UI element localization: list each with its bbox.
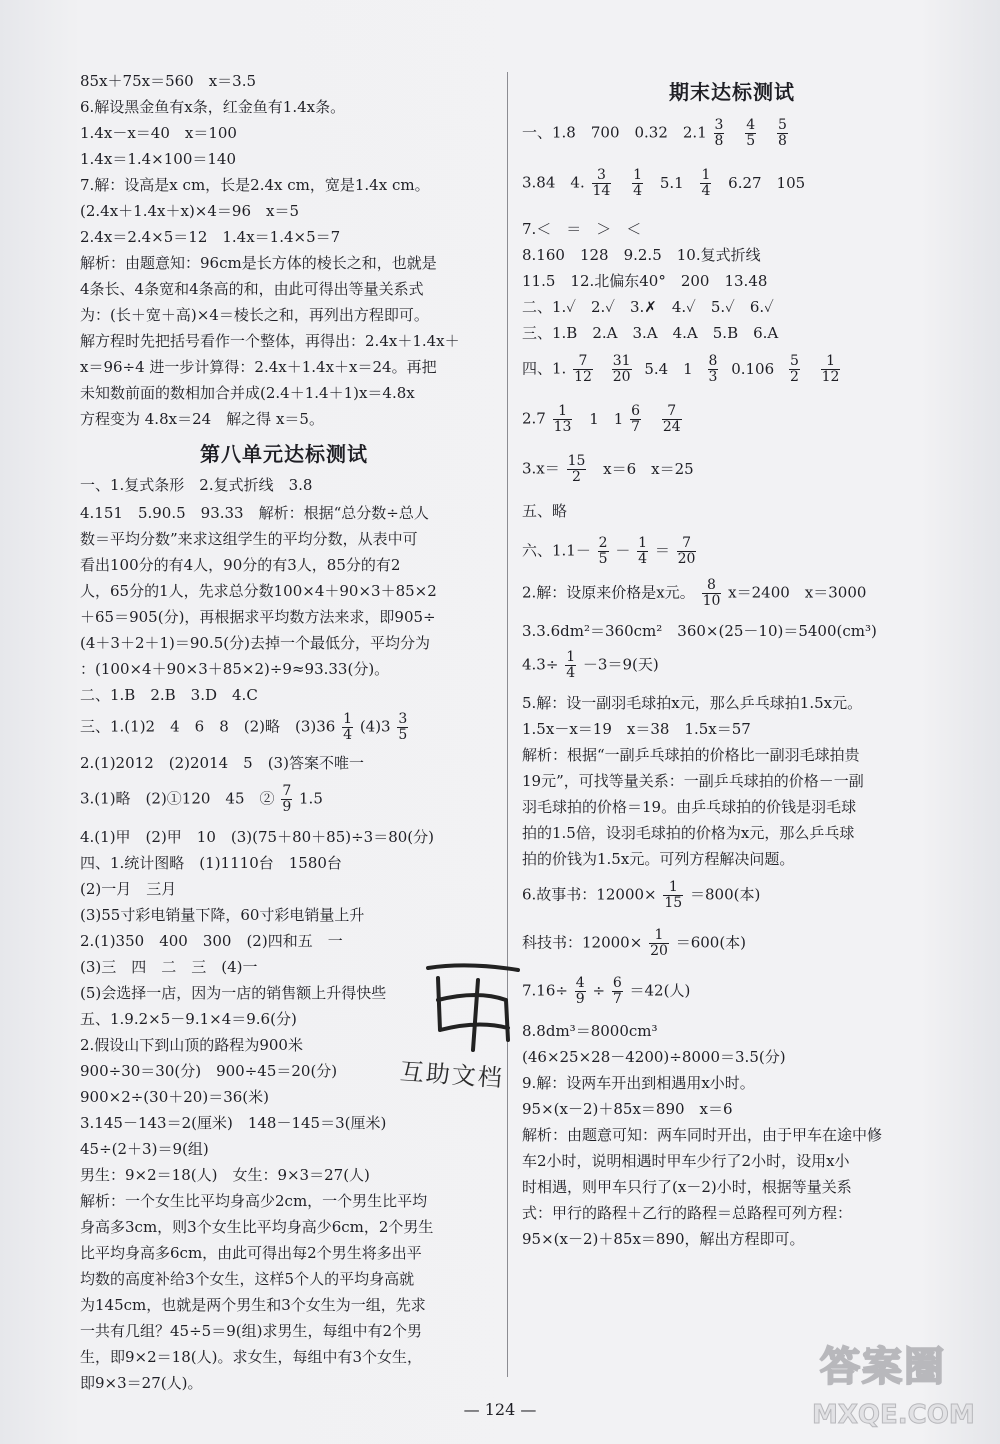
text-line: 7.＜ ＝ ＞ ＜ [522,220,642,238]
numerator: 5 [777,117,787,133]
text-line: 人，65分的1人，先求总分数100×4＋90×3＋85×2 [80,582,437,600]
text-line: 45÷(2＋3)＝9(组) [80,1140,209,1158]
text-line: 未知数前面的数相加合并成(2.4＋1.4＋1)x＝4.8x [80,384,415,402]
fraction [702,578,722,609]
section-title: 期末达标测试 [669,80,795,104]
denominator: 4 [633,183,643,199]
fraction [649,928,669,959]
fraction [637,536,648,567]
denominator: 20 [650,943,668,959]
text-segment: 六、1.1－ [522,541,591,560]
fraction [632,168,643,199]
numerator: 1 [343,711,353,727]
text-line: 一、1.复式条形 2.复式折线 3.8 [80,476,313,494]
text-line: (3)55寸彩电销量下降，60寸彩电销量上升 [80,906,365,924]
text-line: 4.(1)甲 (2)甲 10 (3)(75＋80＋85)÷3＝80(分) [80,828,435,846]
denominator: 3 [708,369,718,385]
fraction [281,784,292,815]
fraction [700,168,711,199]
text-line: 看出100分的有4人，90分的有3人，85分的有2 [80,556,401,574]
text-line: 解析：由题意可知：两车同时开出，由于甲车在途中修 [522,1126,883,1144]
text-segment: 3.x＝ [522,459,560,478]
text-line: 身高多3cm，则3个女生比平均身高少6cm，2个男生 [80,1218,434,1236]
text-line: 900÷30＝30(分) 900÷45＝20(分) [80,1062,338,1080]
fraction [567,454,587,485]
fraction [677,536,697,567]
text-line: 11.5 12.北偏东40° 200 13.48 [522,272,768,290]
text-line: 拍的1.5倍，设羽毛球拍的价格为x元，那么乒乓球 [522,824,855,842]
numerator: 4 [746,117,756,133]
text-segment: 四、1. [522,359,567,378]
denominator: 8 [714,133,724,149]
text-line: 羽毛球拍的价格＝19。由乒乓球拍的价钱是羽毛球 [522,798,857,816]
denominator: 4 [638,551,648,567]
numerator: 1 [649,928,669,944]
numerator: 8 [708,353,718,369]
text-line [522,976,690,1007]
text-line: 数＝平均分数”来求这组学生的平均分数，从表中可 [80,530,418,548]
denominator: 4 [566,665,576,681]
denominator: 2 [789,369,799,385]
text-line: (5)会选择一店，因为一店的销售额上升得快些 [80,984,387,1002]
text-line: 比平均身高多6cm，由此可得出每2个男生将多出平 [80,1244,422,1262]
denominator: 12 [574,369,592,385]
text-line: ：(100×4＋90×3＋85×2)÷9≈93.33(分)。 [80,660,390,678]
denominator: 24 [662,419,681,435]
numerator: 7 [282,783,292,799]
text-segment: 1.5 [299,789,323,808]
text-line: 五、1.9.2×5－9.1×4＝9.6(分) [80,1010,297,1028]
text-segment: (4)3 [359,717,391,736]
page-number: — 124 — [463,1400,537,1419]
fraction [745,118,756,149]
text-segment: 4.3÷ [522,655,559,674]
numerator: 1 [701,167,711,183]
text-line: 7.解：设高是x cm，长是2.4x cm，宽是1.4x cm。 [80,176,430,194]
denominator: 15 [664,895,683,911]
text-line: 9.解：设两车开出到相遇用x小时。 [522,1074,755,1092]
text-segment: 6.故事书：12000× [522,885,657,904]
numerator: 3 [592,168,612,184]
fraction [592,168,612,199]
numerator: 1 [638,535,648,551]
fraction [612,354,632,385]
text-line [80,784,323,815]
text-line: 8.160 128 9.2.5 10.复式折线 [522,246,761,264]
text-line: 2.(1)350 400 300 (2)四和五 一 [80,932,343,950]
numerator: 4 [575,975,585,991]
text-line: 解方程时先把括号看作一个整体，再得出：2.4x＋1.4x＋ [80,332,460,350]
text-segment: x＝2400 x＝3000 [728,583,867,602]
text-line [522,354,842,385]
text-line: 拍的价钱为1.5x元。可列方程解决问题。 [522,850,795,868]
denominator: 7 [631,419,641,435]
text-line [522,118,790,149]
fraction [630,404,641,435]
text-segment: 6.27 105 [728,173,806,192]
text-line: 4条长、4条宽和4条高的和，由此可得出等量关系式 [80,280,424,298]
numerator: 1 [566,649,576,665]
text-segment: x＝6 x＝25 [603,459,694,478]
text-line: 1.4x＝1.4×100＝140 [80,150,236,168]
text-line: (4＋3＋2＋1)＝90.5(分)去掉一个最低分，平均分为 [80,634,430,652]
text-line: 男生：9×2＝18(人) 女生：9×3＝27(人) [80,1166,370,1184]
text-segment: 2.7 [522,409,546,428]
denominator: 14 [592,183,611,199]
text-line: (46×25×28－4200)÷8000＝3.5(分) [522,1048,786,1066]
text-line [522,536,698,567]
text-line: 方程变为 4.8x＝24 解之得 x＝5。 [80,410,324,428]
text-line: 为：(长＋宽＋高)×4＝棱长之和，再列出方程即可。 [80,306,429,324]
numerator: 7 [573,354,593,370]
text-segment: 2.解：设原来价格是x元。 [522,583,695,602]
text-line: (3)三 四 二 三 (4)一 [80,958,258,976]
text-line [522,928,746,959]
fraction [663,880,683,911]
text-line: 式：甲行的路程＋乙行的路程＝总路程可列方程： [522,1204,853,1222]
numerator: 6 [612,975,622,991]
text-line: 生，即9×2＝18(人)。求女生，每组中有3个女生， [80,1348,422,1366]
column-divider [507,72,508,1377]
text-line: 二、1.B 2.B 3.D 4.C [80,686,258,704]
denominator: 5 [598,551,608,567]
text-segment: 7.16÷ [522,981,568,1000]
numerator: 1 [663,880,683,896]
text-line: (2)一月 三月 [80,880,177,898]
denominator: 7 [612,991,622,1007]
text-line: 时相遇，则甲车只行了(x－2)小时，根据等量关系 [522,1178,852,1196]
text-segment: 5.1 [659,173,684,192]
text-segment: 3.84 4. [522,173,585,192]
text-line: 8.8dm³＝8000cm³ [522,1022,658,1040]
text-line: 解析：根据“一副乒乓球拍的价格比一副羽毛球拍贵 [522,746,860,764]
text-line: 二、1.✓ 2.✓ 3.✗ 4.✓ 5.✓ 6.✓ [522,298,774,316]
text-line: ＋65＝905(分)，再根据求平均数方法来求，即905÷ [80,608,436,626]
text-line: 4.151 5.90.5 93.33 解析：根据“总分数÷总人 [80,504,429,522]
fraction [397,712,408,743]
fraction [708,354,719,385]
section-title: 第八单元达标测试 [200,442,368,466]
denominator: 9 [575,991,585,1007]
text-line: 2.(1)2012 (2)2014 5 (3)答案不唯一 [80,754,364,772]
text-line: 3.3.6dm²＝360cm² 360×(25－10)＝5400(cm³) [522,622,877,640]
denominator: 12 [821,369,840,385]
text-segment: ＝42(人) [629,981,691,1000]
numerator: 5 [789,353,799,369]
watermark-site-logo: 答案圈 [820,1344,946,1390]
text-line [522,880,760,911]
text-line: (2.4x＋1.4x＋x)×4＝96 x＝5 [80,202,299,220]
denominator: 2 [572,469,581,485]
text-segment: 一、1.8 700 0.32 2.1 [522,123,707,142]
text-line: 1.5x－x＝19 x＝38 1.5x＝57 [522,720,751,738]
fraction [598,536,609,567]
text-line: 19元”，可找等量关系：一副乒乓球拍的价格－一副 [522,772,864,790]
text-segment: ÷ [592,981,606,1000]
text-segment: 5.4 1 [644,359,693,378]
text-segment: ＝600(本) [675,933,747,952]
watermark-stamp: 互助文档 [398,1057,505,1093]
text-line [522,454,694,485]
text-line: 车2小时，说明相遇时甲车少行了2小时，设用x小 [522,1152,850,1170]
text-line: 5.解：设一副羽毛球拍x元，那么乒乓球拍1.5x元。 [522,694,863,712]
text-line: 均数的高度补给3个女生，这样5个人的平均身高就 [80,1270,415,1288]
fraction [821,354,841,385]
text-line: 1.4x－x＝40 x＝100 [80,124,237,142]
fraction [612,976,623,1007]
text-line [522,578,866,609]
text-line [522,404,684,435]
fraction [565,650,576,681]
text-segment: ＝800(本) [690,885,761,904]
numerator: 1 [633,167,643,183]
text-line [522,650,659,681]
text-line: 900×2÷(30＋20)＝36(米) [80,1088,269,1106]
text-line [522,168,805,199]
denominator: 8 [777,133,787,149]
numerator: 2 [598,535,608,551]
denominator: 9 [282,799,292,815]
text-segment: 3.(1)略 (2)①120 45 ② [80,789,275,808]
denominator: 13 [553,419,572,435]
text-line: x＝96÷4 进一步计算得：2.4x＋1.4x＋x＝24。再把 [80,358,437,376]
text-segment: ＝ [654,541,670,560]
numerator: 7 [677,536,697,552]
fraction [789,354,800,385]
denominator: 4 [701,183,711,199]
numerator: 7 [662,404,682,420]
numerator: 31 [612,353,631,369]
text-line: 85x＋75x＝560 x＝3.5 [80,72,257,90]
denominator: 20 [612,369,631,385]
text-segment: － [615,541,631,560]
text-segment: 1 1 [589,409,624,428]
numerator: 3 [398,711,408,727]
text-line: 95×(x－2)＋85x＝890 x＝6 [522,1100,733,1118]
numerator: 3 [714,117,724,133]
text-line: 2.4x＝2.4×5＝12 1.4x＝1.4×5＝7 [80,228,341,246]
text-line: 6.解设黑金鱼有x条，红金鱼有1.4x条。 [80,98,346,116]
text-line: 解析：一个女生比平均身高少2cm，一个男生比平均 [80,1192,428,1210]
denominator: 20 [677,551,696,567]
text-segment: 0.106 [731,359,775,378]
text-line: 2.假设山下到山顶的路程为900米 [80,1036,303,1054]
text-line: 即9×3＝27(人)。 [80,1374,203,1392]
text-segment: 三、1.(1)2 4 6 8 (2)略 (3)36 [80,717,336,736]
fraction [777,118,788,149]
watermark-logo-icon [418,960,528,1060]
denominator: 5 [398,727,408,743]
text-line: 五、略 [522,502,568,520]
numerator: 6 [631,403,641,419]
fraction [342,712,353,743]
fraction [553,404,573,435]
numerator: 1 [553,404,573,420]
fraction [575,976,586,1007]
watermark-site-url: MXQE.COM [812,1400,975,1430]
fraction [714,118,725,149]
denominator: 10 [702,593,721,609]
numerator: 15 [567,453,586,469]
numerator: 1 [821,354,841,370]
numerator: 8 [702,578,722,594]
fraction [662,404,682,435]
text-line [80,712,410,743]
text-segment: －3＝9(天) [582,655,659,674]
fraction [573,354,593,385]
denominator: 5 [746,133,756,149]
text-line: 四、1.统计图略 (1)1110台 1580台 [80,854,342,872]
denominator: 4 [343,727,353,743]
text-line: 95×(x－2)＋85x＝890，解出方程即可。 [522,1230,805,1248]
text-segment: 科技书：12000× [522,933,643,952]
text-line: 3.145－143＝2(厘米) 148－145＝3(厘米) [80,1114,387,1132]
text-line: 为145cm，也就是两个男生和3个女生为一组，先求 [80,1296,426,1314]
text-line: 三、1.B 2.A 3.A 4.A 5.B 6.A [522,324,779,342]
text-line: 一共有几组？45÷5＝9(组)求男生，每组中有2个男 [80,1322,422,1340]
text-line: 解析：由题意知：96cm是长方体的棱长之和，也就是 [80,254,437,272]
